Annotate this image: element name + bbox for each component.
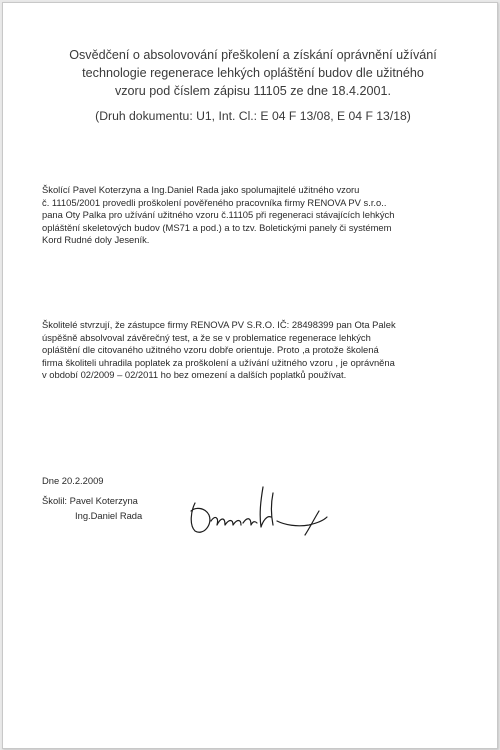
signature-stroke bbox=[243, 519, 257, 525]
paragraph-line: firma školiteli uhradila poplatek za proškolení a užívání užitného vzoru , je oprávněna bbox=[42, 356, 395, 368]
signature-stroke bbox=[277, 517, 327, 526]
paragraph-line: Školitelé stvrzují, že zástupce firmy RENOVA PV S.R.O. IČ: 28498399 pan Ota Palek bbox=[42, 319, 396, 330]
paragraph-certification bbox=[42, 319, 482, 382]
trainer-line-1: Školil: Pavel Koterzyna bbox=[42, 495, 138, 506]
paragraph-line: opláštění dle citovaného užitného vzoru dobře orientuje. Proto ,a protože školená bbox=[42, 344, 379, 356]
handwritten-signature bbox=[181, 481, 333, 539]
paragraph-line: č. 11105/2001 provedli proškolení pověřeného pracovníka firmy RENOVA PV s.r.o.. bbox=[42, 196, 387, 208]
paragraph-line: pana Oty Palka pro užívání užitného vzoru č.11105 při regeneraci stávajících lehkých bbox=[42, 209, 395, 221]
title-line: vzoru pod číslem zápisu 11105 ze dne 18.4.2001. bbox=[114, 84, 392, 98]
signature-stroke bbox=[272, 493, 274, 525]
paragraph-line: Kord Rudné doly Jeseník. bbox=[42, 234, 150, 246]
document-title bbox=[23, 46, 483, 100]
title-line: Osvědčení o absolovování přeškolení a získání oprávnění užívání bbox=[69, 48, 437, 62]
signature-stroke bbox=[260, 487, 271, 527]
document-page bbox=[2, 2, 498, 749]
document-type-line: (Druh dokumentu: U1, Int. Cl.: E 04 F 13/08, E 04 F 13/18) bbox=[95, 109, 411, 123]
title-line: technologie regenerace lehkých opláštění budov dle užitného bbox=[82, 66, 424, 80]
trainer-line-2: Ing.Daniel Rada bbox=[75, 510, 143, 521]
paragraph-line: v období 02/2009 – 02/2011 ho bez omezení a dalších poplatků používat. bbox=[42, 369, 347, 381]
paragraph-line: Školící Pavel Koterzyna a Ing.Daniel Rada jako spolumajitelé užitného vzoru bbox=[42, 184, 360, 195]
paragraph-training bbox=[42, 184, 482, 247]
paragraph-line: úspěšně absolvoval závěrečný test, a že se v problematice regenerace lehkých bbox=[42, 331, 371, 343]
signature-stroke bbox=[211, 518, 241, 525]
signature-stroke bbox=[191, 503, 210, 532]
date-line: Dne 20.2.2009 bbox=[42, 475, 104, 486]
paragraph-line: opláštění skeletových budov (MS71 a pod.) a to tzv. Boletickými panely či systémem bbox=[42, 221, 392, 233]
